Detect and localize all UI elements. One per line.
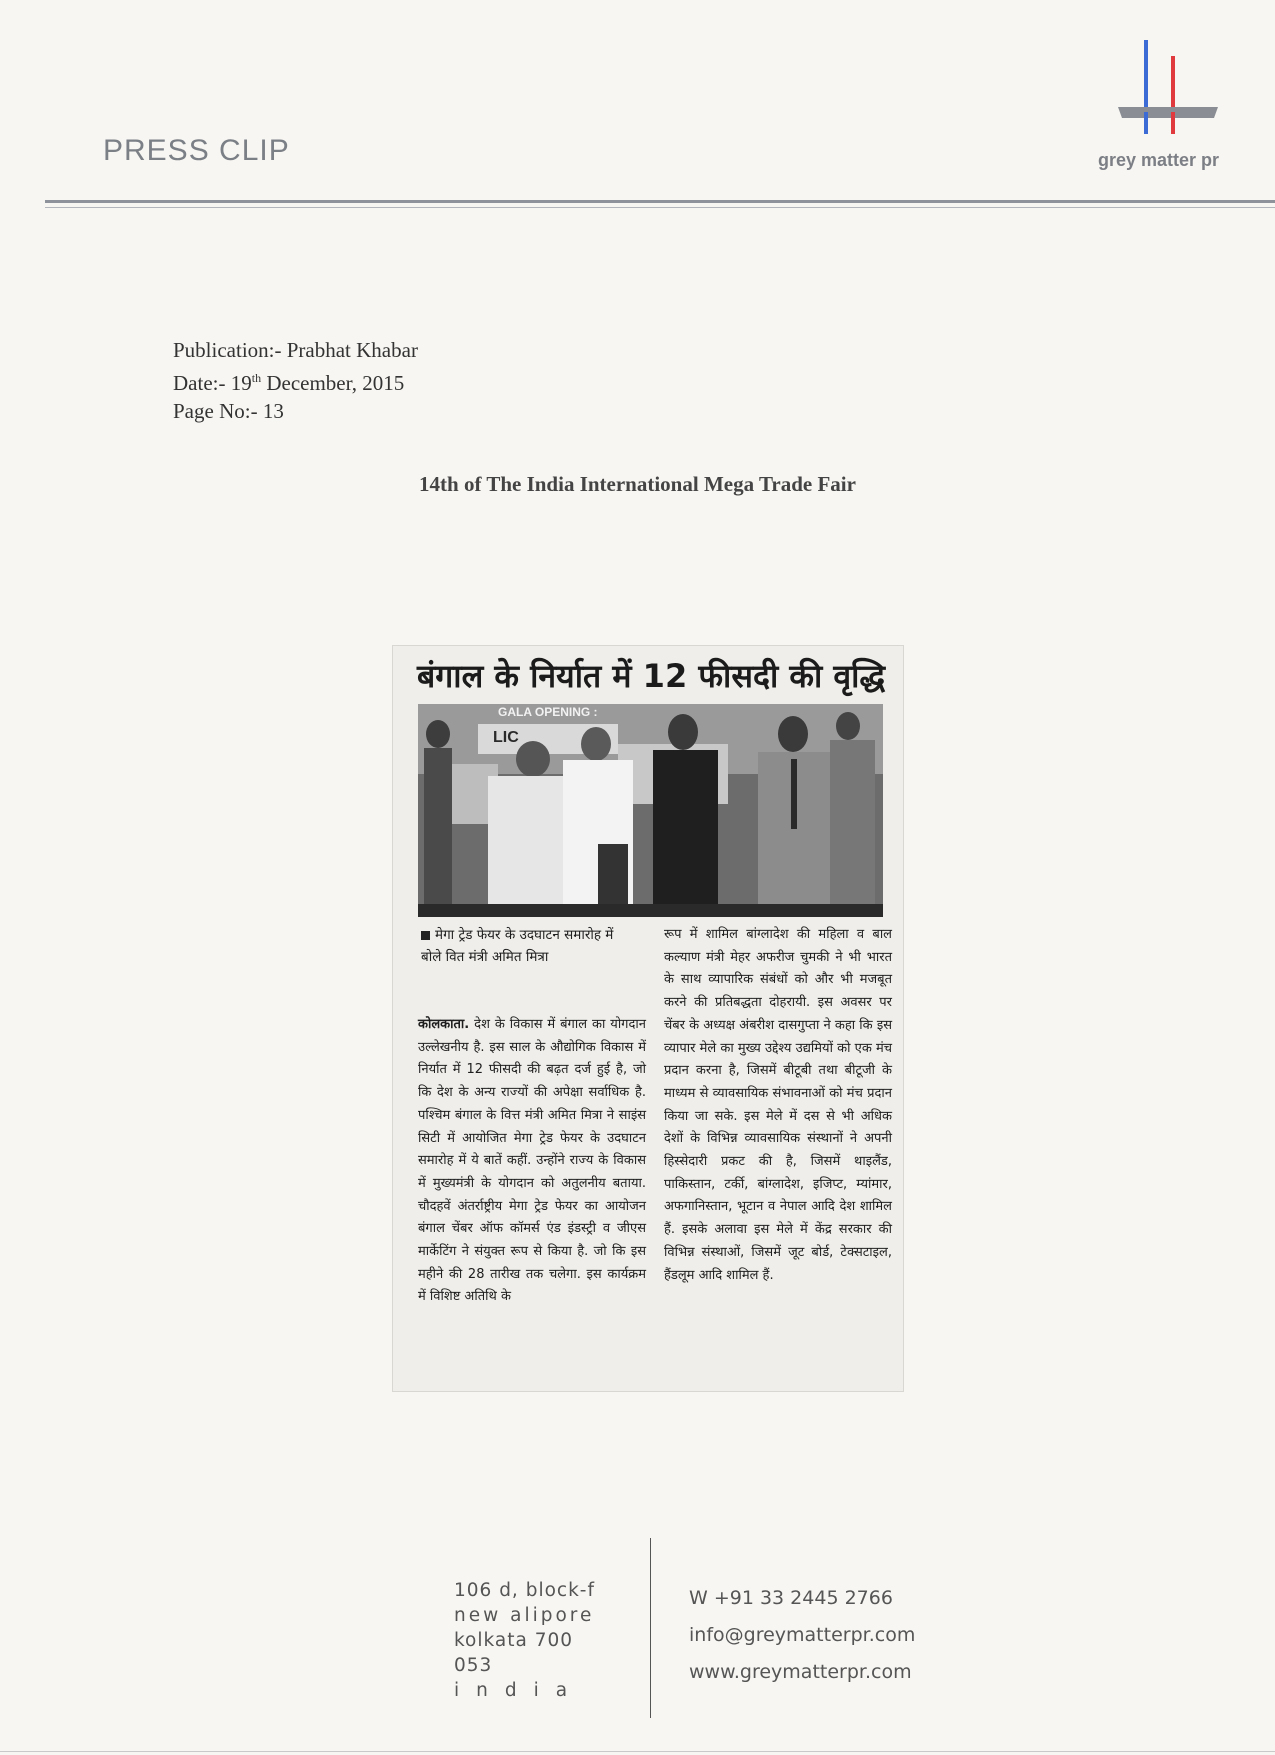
- newspaper-clipping: [392, 645, 904, 1392]
- footer-website[interactable]: www.greymatterpr.com: [689, 1661, 912, 1683]
- footer-contact: [689, 1580, 915, 1691]
- photo-sponsor-text: LIC: [493, 729, 519, 746]
- clip-headline: 14th of The India International Mega Trade Fair: [419, 472, 856, 496]
- article-photo: [418, 704, 883, 917]
- header-rule-thin: [45, 207, 1275, 208]
- publication-line: Publication:- Prabhat Khabar: [173, 338, 418, 362]
- page-bottom-edge: [0, 1751, 1275, 1752]
- logo-text: grey matter pr: [1098, 150, 1220, 170]
- footer-email[interactable]: info@greymatterpr.com: [689, 1624, 916, 1646]
- footer-address: 106 d, block-f new alipore kolkata 700 053 india: [454, 1580, 595, 1701]
- photo-banner-text: GALA OPENING :: [498, 705, 598, 719]
- article-title: बंगाल के निर्यात में 12 फीसदी की वृद्धि: [417, 657, 886, 695]
- footer-phone: W +91 33 2445 2766: [689, 1587, 893, 1609]
- photo-caption: मेगा ट्रेड फेयर के उदघाटन समारोह में बोले वित मंत्री अमित मित्रा: [421, 927, 614, 965]
- date-line: Date:- 19th December, 2015: [173, 371, 405, 395]
- logo-gray-bar: [1118, 107, 1218, 118]
- logo-blue-bar: [1144, 40, 1148, 112]
- article-column-right: रूप में शामिल बांग्लादेश की महिला व बाल कल्याण मंत्री मेहर अफरीज चुमकी ने भी भारत के साथ व्यापारिक संबंधों को और भी मजबूत करने की प्रतिबद्धता दोहरायी. इस अवसर पर चेंबर के अध्यक्ष अंबरीश दासगुप्ता ने कहा कि इस व्यापार मेले का मुख्य उद्देश्य उद्यमियों को एक मंच प्रदान करना है, जिसमें बीटूबी तथा बीटूजी के माध्यम से व्यावसायिक संभावनाओं को मंच प्रदान किया जा सके. इस मेले में दस से भी अधिक देशों के विभिन्न व्यावसायिक संस्थानों ने अपनी हिस्सेदारी प्रकट की है, जिसमें थाइलैंड, पाकिस्तान, टर्की, बांग्लादेश, इजिप्ट, म्यांमार, अफगानिस्तान, भूटान व नेपाल आदि देश शामिल हैं. इसके अलावा इस मेले में केंद्र सरकार की विभिन्न संस्थाओं, जिसमें जूट बोर्ड, टेक्सटाइल, हैंडलूम आदि शामिल हैं.: [664, 927, 892, 1283]
- caption-bullet-icon: [421, 931, 430, 940]
- article-body-left: देश के विकास में बंगाल का योगदान उल्लेखनीय है. इस साल के औद्योगिक विकास में निर्यात में 12 फीसदी की बढ़त दर्ज हुई है, जो कि देश के अन्य राज्यों की अपेक्षा सर्वाधिक है. पश्चिम बंगाल के वित्त मंत्री अमित मित्रा ने साइंस सिटी में आयोजित मेगा ट्रेड फेयर के उदघाटन समारोह में ये बातें कहीं. उन्होंने राज्य के विकास में मुख्यमंत्री के योगदान को अतुलनीय बताया. चौदहवें अंतर्राष्ट्रीय मेगा ट्रेड फेयर का आयोजन बंगाल चेंबर ऑफ कॉमर्स एंड इंडस्ट्री व जीएस मार्केटिंग ने संयुक्त रूप से किया है. जो कि इस महीने की 28 तारीख तक चलेगा. इस कार्यक्रम में विशिष्ट अतिथि के: [418, 1017, 646, 1305]
- page-line: Page No:- 13: [173, 399, 284, 423]
- article-column-left: [418, 1014, 646, 1309]
- publication-meta: [173, 336, 418, 425]
- article-dateline: कोलकाता.: [418, 1017, 470, 1032]
- header-rule: [45, 200, 1275, 203]
- footer-divider: [650, 1538, 651, 1718]
- press-clip-label: PRESS CLIP: [103, 134, 290, 167]
- grey-matter-logo-icon: [1118, 38, 1218, 148]
